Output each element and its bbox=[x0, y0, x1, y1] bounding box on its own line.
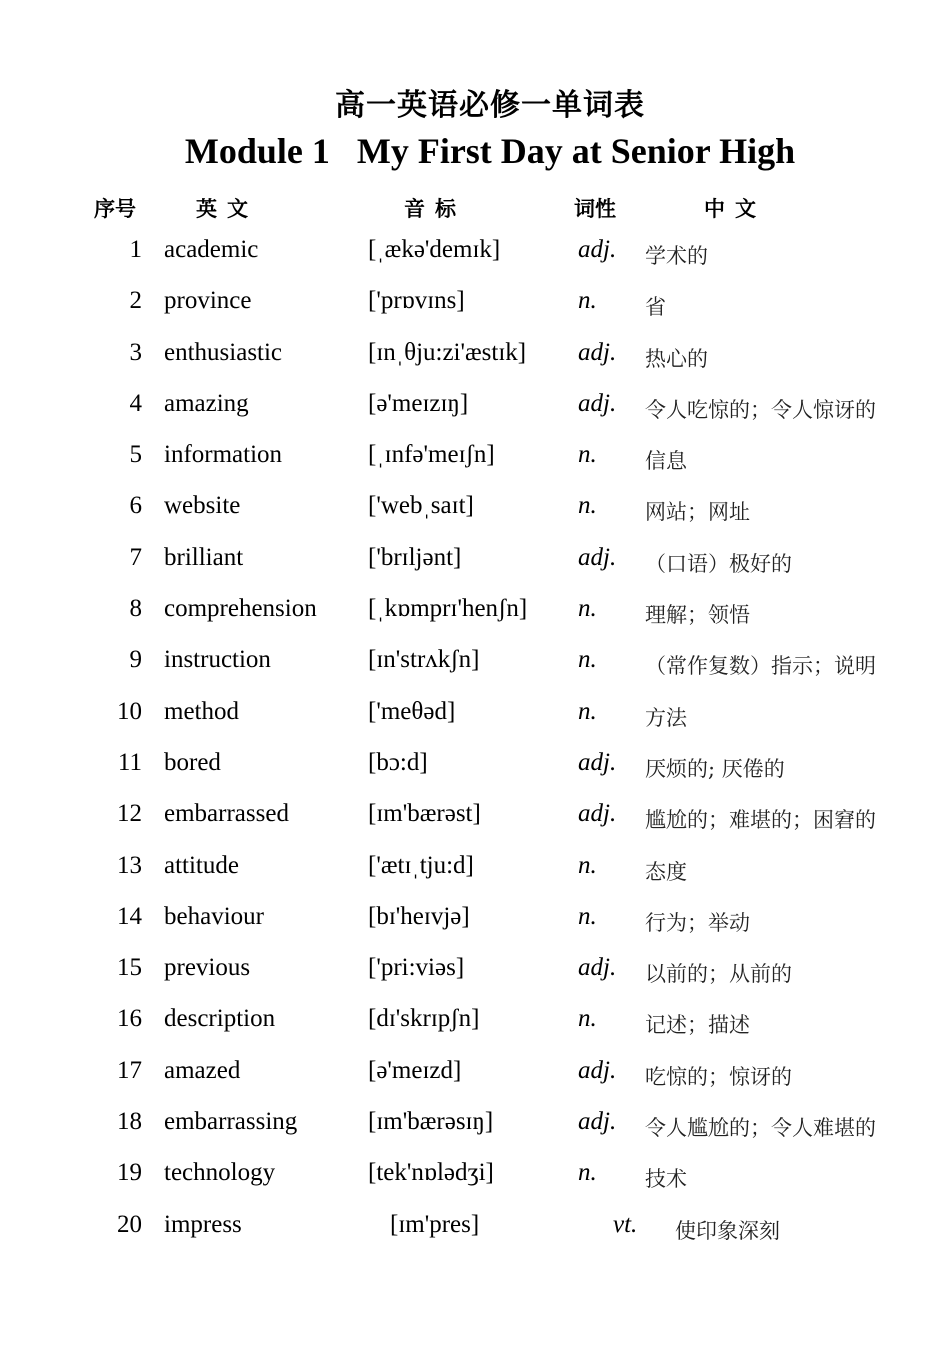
word-number: 3 bbox=[129, 338, 142, 366]
word-chinese: 态度 bbox=[645, 859, 687, 884]
word-english: attitude bbox=[164, 851, 239, 879]
word-phonetic: ['brɪljənt] bbox=[368, 543, 462, 571]
word-number: 17 bbox=[117, 1056, 142, 1084]
word-phonetic: ['prɒvɪns] bbox=[368, 287, 465, 315]
word-phonetic: [ə'meɪzɪŋ] bbox=[368, 389, 469, 417]
word-chinese: 热心的 bbox=[645, 346, 708, 371]
word-number: 4 bbox=[129, 389, 142, 417]
word-phonetic: [ɪnˌθju:zi'æstɪk] bbox=[368, 338, 527, 366]
header-chinese: 中文 bbox=[704, 197, 766, 221]
word-phonetic: ['ætɪˌtju:d] bbox=[368, 851, 474, 879]
word-part-of-speech: adj. bbox=[578, 543, 617, 571]
word-part-of-speech: n. bbox=[578, 287, 597, 315]
word-row bbox=[0, 585, 950, 636]
word-row bbox=[0, 1201, 950, 1252]
word-row bbox=[0, 1047, 950, 1098]
word-chinese: 令人尴尬的；令人难堪的 bbox=[645, 1116, 876, 1141]
word-part-of-speech: adj. bbox=[578, 1056, 617, 1084]
word-row bbox=[0, 1149, 950, 1200]
word-chinese: 吃惊的；惊讶的 bbox=[645, 1064, 792, 1089]
word-part-of-speech: n. bbox=[578, 595, 597, 623]
word-phonetic: [ˌkɒmprɪ'henʃn] bbox=[368, 595, 528, 623]
word-phonetic: [tek'nɒlədʒi] bbox=[368, 1159, 494, 1187]
word-row bbox=[0, 636, 950, 687]
word-row bbox=[0, 893, 950, 944]
word-part-of-speech: adj. bbox=[578, 389, 617, 417]
word-part-of-speech: n. bbox=[578, 1005, 597, 1033]
word-part-of-speech: n. bbox=[578, 441, 597, 469]
word-number: 6 bbox=[129, 492, 142, 520]
word-number: 19 bbox=[117, 1159, 142, 1187]
word-part-of-speech: adj. bbox=[578, 236, 617, 263]
word-part-of-speech: n. bbox=[578, 492, 597, 520]
word-list bbox=[0, 226, 950, 1252]
word-english: information bbox=[164, 441, 283, 469]
word-chinese: 网站；网址 bbox=[645, 500, 750, 525]
word-english: instruction bbox=[164, 646, 271, 674]
word-phonetic: [ə'meɪzd] bbox=[368, 1056, 462, 1084]
word-chinese: 技术 bbox=[645, 1167, 687, 1192]
word-english: method bbox=[164, 697, 239, 725]
word-part-of-speech: adj. bbox=[578, 1108, 617, 1136]
word-chinese: 记述；描述 bbox=[645, 1013, 750, 1038]
word-english: behaviour bbox=[164, 902, 264, 930]
word-english: enthusiastic bbox=[164, 338, 283, 366]
word-row bbox=[0, 688, 950, 739]
word-row bbox=[0, 995, 950, 1046]
word-chinese: 学术的 bbox=[645, 244, 708, 268]
word-english: academic bbox=[164, 236, 259, 263]
word-chinese: 以前的；从前的 bbox=[645, 962, 792, 987]
word-part-of-speech: n. bbox=[578, 1159, 597, 1187]
word-number: 1 bbox=[129, 236, 142, 263]
word-part-of-speech: adj. bbox=[578, 800, 617, 828]
word-chinese: 令人吃惊的；令人惊讶的 bbox=[645, 397, 876, 422]
word-row bbox=[0, 790, 950, 841]
word-english: previous bbox=[164, 954, 251, 982]
word-english: embarrassed bbox=[164, 800, 289, 828]
word-chinese: 方法 bbox=[645, 705, 687, 730]
header-english: 英文 bbox=[196, 197, 258, 221]
word-part-of-speech: n. bbox=[578, 697, 597, 725]
word-english: comprehension bbox=[164, 595, 317, 623]
word-phonetic: [bɪ'heɪvjə] bbox=[368, 902, 470, 930]
word-english: description bbox=[164, 1005, 276, 1033]
word-number: 8 bbox=[129, 595, 142, 623]
word-number: 14 bbox=[117, 902, 142, 930]
word-chinese: （口语）极好的 bbox=[645, 551, 792, 576]
word-number: 16 bbox=[117, 1005, 142, 1033]
word-phonetic: [dɪ'skrɪpʃn] bbox=[368, 1005, 480, 1033]
word-phonetic: [bɔ:d] bbox=[368, 748, 428, 776]
word-part-of-speech: vt. bbox=[613, 1210, 638, 1238]
word-number: 13 bbox=[117, 851, 142, 879]
header-phonetic: 音标 bbox=[404, 197, 466, 221]
word-english: brilliant bbox=[164, 543, 244, 571]
word-part-of-speech: n. bbox=[578, 902, 597, 930]
word-row bbox=[0, 482, 950, 533]
word-english: technology bbox=[164, 1159, 276, 1187]
word-chinese: （常作复数）指示；说明 bbox=[645, 654, 876, 679]
word-english: website bbox=[164, 492, 241, 520]
word-number: 7 bbox=[129, 543, 142, 571]
word-row bbox=[0, 944, 950, 995]
word-row bbox=[0, 277, 950, 328]
word-row bbox=[0, 380, 950, 431]
word-phonetic: [ɪm'bærəsɪŋ] bbox=[368, 1108, 494, 1136]
word-part-of-speech: n. bbox=[578, 646, 597, 674]
word-row bbox=[0, 842, 950, 893]
word-number: 10 bbox=[117, 697, 142, 725]
word-part-of-speech: adj. bbox=[578, 954, 617, 982]
word-row bbox=[0, 534, 950, 585]
word-chinese: 理解；领悟 bbox=[645, 603, 750, 628]
word-chinese: 信息 bbox=[645, 449, 687, 474]
header-number: 序号 bbox=[94, 197, 136, 221]
word-chinese: 使印象深刻 bbox=[675, 1218, 780, 1243]
word-english: amazed bbox=[164, 1056, 241, 1084]
word-english: bored bbox=[164, 748, 221, 776]
word-number: 5 bbox=[129, 441, 142, 469]
word-english: impress bbox=[164, 1210, 242, 1238]
word-row bbox=[0, 431, 950, 482]
word-number: 12 bbox=[117, 800, 142, 828]
word-row bbox=[0, 329, 950, 380]
word-part-of-speech: n. bbox=[578, 851, 597, 879]
page-title: 高一英语必修一单词表 bbox=[335, 88, 645, 123]
module-title: Module 1 My First Day at Senior High bbox=[184, 131, 796, 171]
word-part-of-speech: adj. bbox=[578, 748, 617, 776]
word-number: 9 bbox=[129, 646, 142, 674]
word-chinese: 省 bbox=[645, 295, 666, 320]
word-english: embarrassing bbox=[164, 1108, 298, 1136]
word-english: province bbox=[164, 287, 252, 315]
word-number: 18 bbox=[117, 1108, 142, 1136]
word-row bbox=[0, 226, 950, 277]
word-row bbox=[0, 1098, 950, 1149]
word-phonetic: [ɪn'strʌkʃn] bbox=[368, 646, 480, 674]
word-phonetic: ['pri:viəs] bbox=[368, 954, 465, 982]
word-row bbox=[0, 739, 950, 790]
word-phonetic: ['meθəd] bbox=[368, 697, 456, 725]
word-number: 15 bbox=[117, 954, 142, 982]
word-number: 2 bbox=[129, 287, 142, 315]
word-number: 11 bbox=[117, 748, 142, 776]
word-chinese: 厌烦的; 厌倦的 bbox=[645, 756, 785, 781]
word-phonetic: [ˌækə'demɪk] bbox=[368, 236, 501, 263]
word-chinese: 行为；举动 bbox=[645, 910, 750, 935]
word-number: 20 bbox=[117, 1210, 142, 1238]
word-phonetic: [ˌɪnfə'meɪʃn] bbox=[368, 441, 495, 469]
word-phonetic: [ɪm'bærəst] bbox=[368, 800, 481, 828]
word-phonetic: [ɪm'pres] bbox=[390, 1210, 480, 1238]
word-part-of-speech: adj. bbox=[578, 338, 617, 366]
word-chinese: 尴尬的；难堪的；困窘的 bbox=[645, 808, 876, 833]
header-part-of-speech: 词性 bbox=[574, 197, 616, 221]
word-english: amazing bbox=[164, 389, 249, 417]
word-phonetic: ['webˌsaɪt] bbox=[368, 492, 474, 520]
